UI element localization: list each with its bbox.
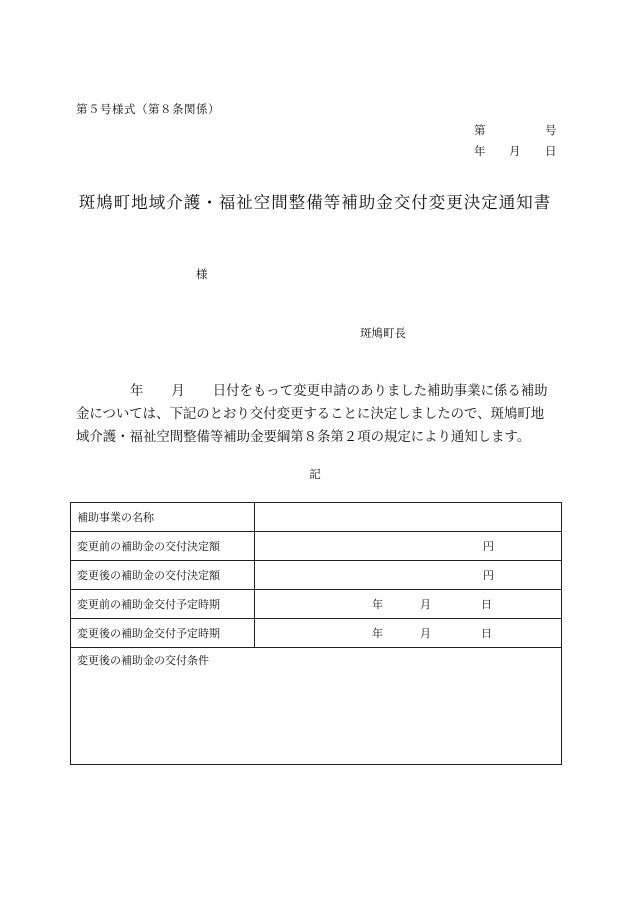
table-row bbox=[71, 532, 562, 561]
schedule-day: 日 bbox=[481, 627, 492, 640]
body-line-2: 金については、下記のとおり交付変更することに決定しましたので、斑鳩町地 bbox=[76, 407, 545, 422]
row-label-conditions: 変更後の補助金の交付条件 bbox=[77, 654, 209, 667]
issue-date-month: 月 bbox=[509, 144, 521, 158]
value-amount-before[interactable] bbox=[255, 532, 562, 561]
yen-unit: 円 bbox=[483, 569, 494, 582]
value-schedule-after[interactable] bbox=[255, 619, 562, 648]
row-label-amount-before: 変更前の補助金の交付決定額 bbox=[71, 532, 255, 561]
issue-date-day: 日 bbox=[545, 144, 557, 158]
schedule-day: 日 bbox=[481, 598, 492, 611]
body-line-1-text: 日付をもって変更申請のありました補助事業に係る補助 bbox=[212, 384, 548, 399]
table-row bbox=[71, 503, 562, 532]
schedule-year: 年 bbox=[372, 598, 383, 611]
row-label-project-name: 補助事業の名称 bbox=[71, 503, 255, 532]
doc-number-prefix: 第 bbox=[474, 123, 486, 137]
doc-number-suffix: 号 bbox=[545, 123, 557, 137]
subsidy-info-table bbox=[70, 502, 562, 765]
row-label-schedule-before: 変更前の補助金交付予定時期 bbox=[71, 590, 255, 619]
table-row bbox=[71, 619, 562, 648]
body-year: 年 bbox=[130, 384, 144, 399]
value-amount-after[interactable] bbox=[255, 561, 562, 590]
schedule-month: 月 bbox=[420, 627, 431, 640]
yen-unit: 円 bbox=[483, 540, 494, 553]
row-label-amount-after: 変更後の補助金の交付決定額 bbox=[71, 561, 255, 590]
body-line-1 bbox=[76, 380, 561, 403]
issue-date-year: 年 bbox=[474, 144, 486, 158]
document-title: 斑鳩町地域介護・福祉空間整備等補助金交付変更決定通知書 bbox=[78, 193, 552, 212]
body-month: 月 bbox=[171, 384, 185, 399]
ki-marker: 記 bbox=[309, 467, 321, 481]
table-row bbox=[71, 561, 562, 590]
conditions-cell[interactable] bbox=[71, 648, 562, 765]
addressee-suffix: 様 bbox=[196, 267, 208, 281]
body-text bbox=[76, 380, 561, 449]
row-label-schedule-after: 変更後の補助金交付予定時期 bbox=[71, 619, 255, 648]
body-line-3: 域介護・福祉空間整備等補助金要綱第８条第２項の規定により通知します。 bbox=[76, 430, 531, 445]
schedule-month: 月 bbox=[420, 598, 431, 611]
value-project-name[interactable] bbox=[255, 503, 562, 532]
schedule-year: 年 bbox=[372, 627, 383, 640]
table-row bbox=[71, 648, 562, 765]
issuer-name: 斑鳩町長 bbox=[360, 326, 406, 340]
value-schedule-before[interactable] bbox=[255, 590, 562, 619]
form-number: 第５号様式（第８条関係） bbox=[76, 102, 220, 116]
table-row bbox=[71, 590, 562, 619]
